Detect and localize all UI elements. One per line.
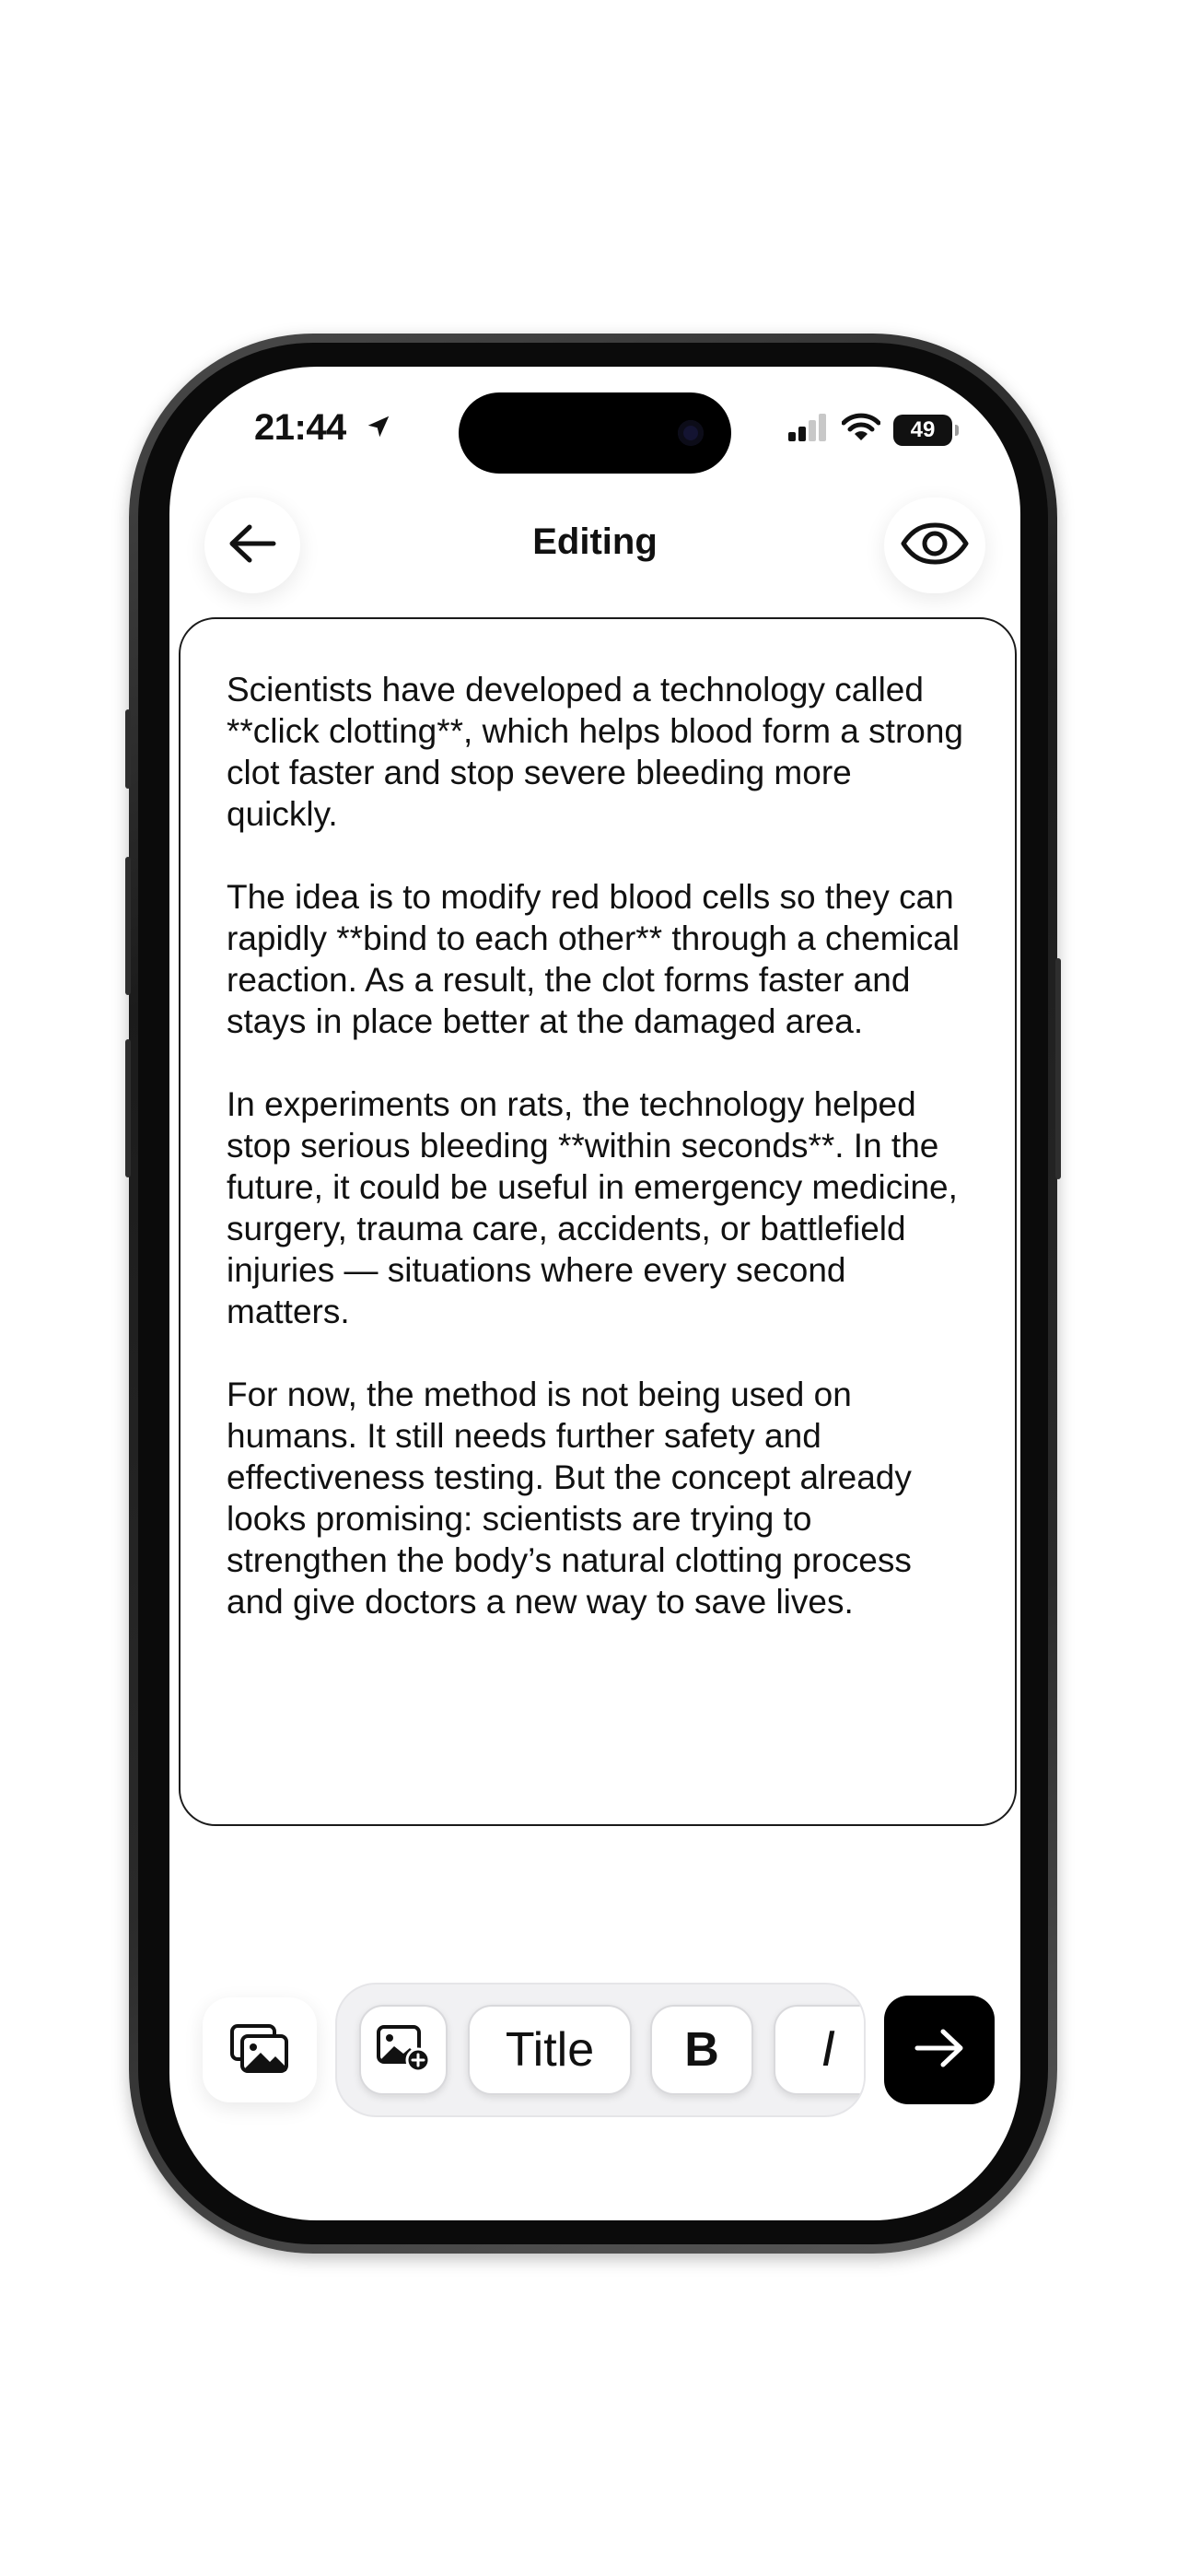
editor-paragraph: In experiments on rats, the technology helped stop serious bleeding **within seconds**. In the future, it could be useful in emergency medicine, surgery, trauma care, accidents, or battlefield injuries — situations where every second matters. <box>227 1085 958 1330</box>
eye-icon <box>901 522 969 569</box>
insert-image-button[interactable] <box>359 2005 448 2095</box>
screen <box>169 367 1020 2220</box>
format-options-bar <box>335 1983 866 2117</box>
editor-paragraph: Scientists have developed a technology called **click clotting**, which helps blood form a strong clot faster and stop severe bleeding more quickly. <box>227 671 963 833</box>
title-style-button[interactable]: Title <box>468 2005 632 2095</box>
cellular-signal-icon <box>788 414 829 446</box>
action-button <box>125 709 131 789</box>
front-camera <box>678 420 704 446</box>
arrow-right-icon <box>914 2028 965 2073</box>
dynamic-island <box>459 392 731 474</box>
photo-gallery-icon <box>229 2021 290 2079</box>
gallery-button[interactable] <box>203 1997 317 2102</box>
power-button <box>1055 958 1061 1179</box>
preview-button[interactable] <box>884 498 985 593</box>
wifi-icon <box>842 413 880 447</box>
add-image-icon <box>376 2024 431 2077</box>
location-arrow-icon <box>365 413 392 445</box>
text-editor[interactable] <box>179 617 1017 1826</box>
next-button[interactable] <box>884 1996 995 2104</box>
editor-paragraph: The idea is to modify red blood cells so they can rapidly **bind to each other** through a chemical reaction. As a result, the clot forms faster and stays in place better at the damaged area. <box>227 878 960 1040</box>
status-indicators <box>788 413 952 447</box>
status-time: 21:44 <box>254 407 346 448</box>
volume-down-button <box>125 1039 131 1177</box>
volume-up-button <box>125 857 131 995</box>
formatting-toolbar <box>203 1983 995 2121</box>
battery-icon: 49 <box>893 415 952 446</box>
bold-button[interactable]: B <box>650 2005 753 2095</box>
italic-button[interactable]: I <box>774 2005 866 2095</box>
page-title: Editing <box>532 521 658 562</box>
editor-paragraph: For now, the method is not being used on humans. It still needs further safety and effectiveness testing. But the concept already looks promising: scientists are trying to strengthen the body’s natural clotting process and give doctors a new way to save lives. <box>227 1376 912 1621</box>
